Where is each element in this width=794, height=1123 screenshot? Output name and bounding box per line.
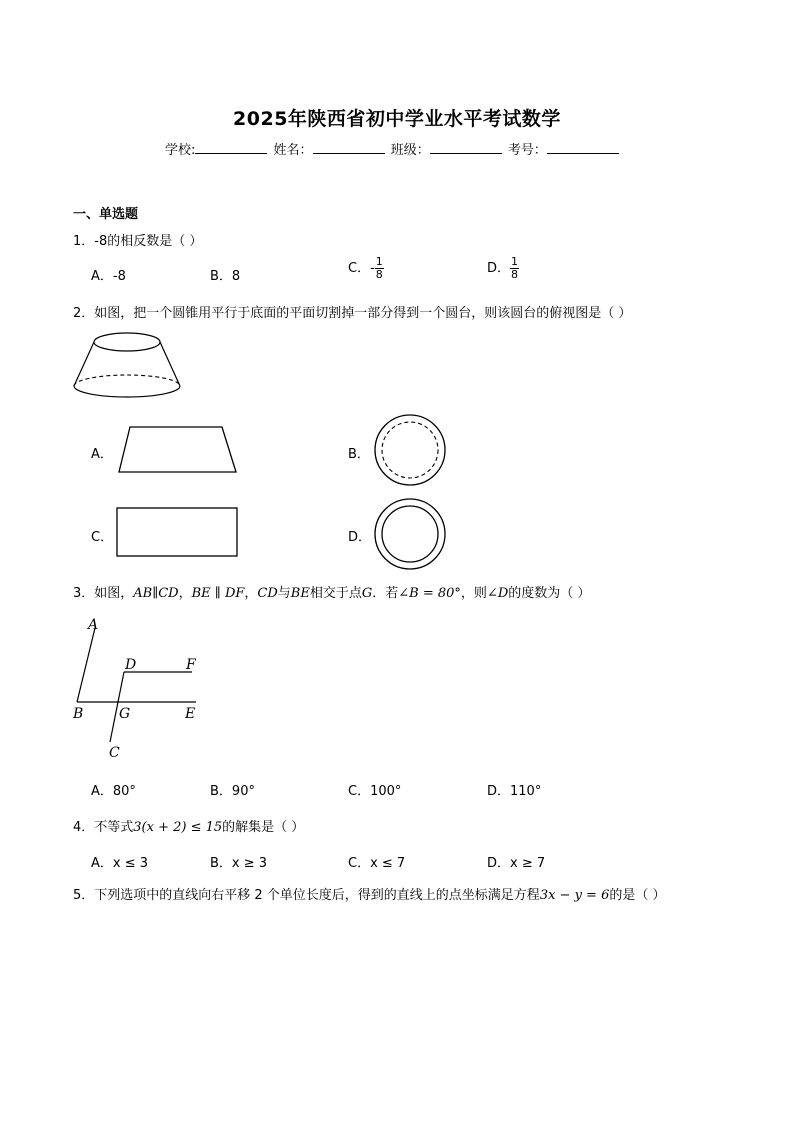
q3-option-a: A．80° [91, 784, 136, 799]
q3-option-b: B．90° [210, 784, 255, 799]
label-c: C [109, 745, 120, 761]
q5-stem-prefix: 5．下列选项中的直线向右平移 2 个单位长度后，得到的直线上的点坐标满足方程 [73, 888, 540, 903]
q2-option-a: A． [91, 447, 113, 462]
q2-option-b: B． [348, 447, 370, 462]
q3-sep: ， [244, 586, 258, 601]
q1-option-c-prefix: C．- [348, 261, 375, 276]
q3-sep: ， [178, 586, 192, 601]
question-4-stem [73, 816, 304, 835]
q4-stem-tail: 的解集是（ ） [222, 820, 305, 835]
q4-stem-prefix: 4．不等式 [73, 820, 134, 835]
rectangle-shape [115, 506, 241, 560]
label-a: A [88, 617, 99, 633]
q3-point-g: G [361, 586, 373, 601]
frac-den: 8 [375, 268, 383, 281]
class-blank[interactable] [430, 141, 502, 154]
q3-condition: ∠B = 80° [398, 586, 461, 601]
question-3-stem [73, 582, 590, 601]
school-label: 学校: [165, 143, 196, 158]
label-g: G [119, 706, 131, 722]
exam-no-label: 考号： [507, 143, 547, 158]
q3-text: ．若 [372, 586, 399, 601]
name-blank[interactable] [313, 141, 385, 154]
student-info-line [165, 139, 621, 158]
q3-text: 相交于点 [309, 586, 362, 601]
parallel-lines-figure [68, 612, 208, 764]
q1-option-c-fraction [375, 256, 384, 281]
q3-stem-tail: 的度数为（ ） [508, 586, 591, 601]
label-b: B [73, 706, 84, 722]
circle-solid-inner-shape [372, 496, 450, 574]
q3-stem-prefix: 3．如图， [73, 586, 134, 601]
q1-option-a: A．-8 [91, 269, 126, 284]
school-blank[interactable] [195, 141, 267, 154]
q1-option-d-fraction [510, 256, 519, 281]
label-e: E [185, 706, 196, 722]
q1-option-d [487, 256, 519, 281]
q5-equation: 3x − y = 6 [539, 888, 610, 903]
q5-stem-tail: 的是（ ） [609, 888, 666, 903]
class-label: 班级： [390, 143, 430, 158]
label-d: D [125, 657, 137, 673]
frac-den: 8 [511, 268, 519, 281]
q4-inequality: 3(x + 2) ≤ 15 [133, 820, 223, 835]
q3-line-cd: CD [257, 586, 278, 601]
section-heading: 一、单选题 [73, 207, 139, 222]
q4-option-c: C．x ≤ 7 [348, 856, 406, 871]
frustum-figure [68, 328, 188, 402]
q3-parallel-be-df: BE ∥ DF [191, 586, 245, 601]
q4-option-b: B．x ≥ 3 [210, 856, 268, 871]
label-f: F [186, 657, 196, 673]
q1-option-b: B．8 [210, 269, 241, 284]
q4-option-d: D．x ≥ 7 [487, 856, 546, 871]
trapezoid-shape [116, 424, 240, 476]
q3-text: 与 [277, 586, 291, 601]
name-label: 姓名： [273, 143, 313, 158]
q3-parallel-ab-cd: AB∥CD [133, 586, 179, 601]
frac-num: 1 [375, 255, 383, 268]
q3-text: ，则 [460, 586, 487, 601]
q3-angle-d: ∠D [486, 586, 509, 601]
page-title: 2025年陕西省初中学业水平考试数学 [233, 108, 561, 130]
q3-option-d: D．110° [487, 784, 542, 799]
q2-option-d: D． [348, 530, 372, 545]
q3-line-be: BE [290, 586, 310, 601]
q3-option-c: C．100° [348, 784, 402, 799]
q1-option-c [348, 256, 384, 281]
q4-option-a: A．x ≤ 3 [91, 856, 149, 871]
circle-dashed-inner-shape [372, 412, 450, 490]
question-1-stem: 1．-8的相反数是（ ） [73, 234, 203, 249]
q2-option-c: C． [91, 530, 114, 545]
frac-num: 1 [511, 255, 519, 268]
exam-no-blank[interactable] [547, 141, 619, 154]
question-2-stem: 2．如图，把一个圆锥用平行于底面的平面切割掉一部分得到一个圆台，则该圆台的俯视图是（ ） [73, 306, 632, 321]
question-5-stem [73, 884, 666, 903]
q1-option-d-prefix: D． [487, 261, 511, 276]
